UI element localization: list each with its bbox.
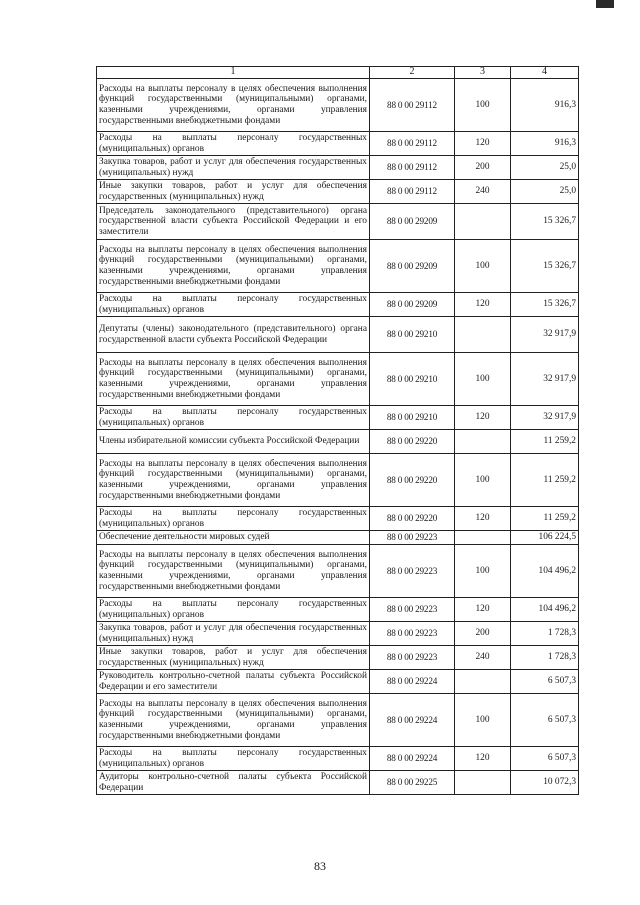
row-type-cell: 120 xyxy=(455,132,511,156)
table-row xyxy=(97,747,579,771)
row-amount-cell: 11 259,2 xyxy=(511,507,579,531)
row-amount-cell: 32 917,9 xyxy=(511,317,579,353)
row-code-cell: 88 0 00 29220 xyxy=(370,430,455,454)
row-code-cell: 88 0 00 29210 xyxy=(370,317,455,353)
table-row xyxy=(97,454,579,507)
table-row xyxy=(97,646,579,670)
row-amount-cell: 10 072,3 xyxy=(511,771,579,795)
row-code-cell: 88 0 00 29223 xyxy=(370,598,455,622)
row-amount-cell: 104 496,2 xyxy=(511,598,579,622)
row-code-cell: 88 0 00 29112 xyxy=(370,79,455,132)
table-row xyxy=(97,670,579,694)
table-row xyxy=(97,406,579,430)
row-code-cell: 88 0 00 29220 xyxy=(370,507,455,531)
row-amount-cell: 32 917,9 xyxy=(511,353,579,406)
table-row xyxy=(97,132,579,156)
row-amount-cell: 15 326,7 xyxy=(511,240,579,293)
table-row xyxy=(97,156,579,180)
row-code-cell: 88 0 00 29220 xyxy=(370,454,455,507)
row-name-cell: Закупка товаров, работ и услуг для обеспечения государственных (муниципальных) нужд xyxy=(97,156,370,180)
column-header-4: 4 xyxy=(511,67,579,79)
row-amount-cell: 15 326,7 xyxy=(511,204,579,240)
row-name-cell: Иные закупки товаров, работ и услуг для обеспечения государственных (муниципальных) нужд xyxy=(97,180,370,204)
row-name-cell: Расходы на выплаты персоналу в целях обеспечения выполнения функций государственными (муниципальными) органами, казенными учреждениями, органами управления государственными внебюджетными фондами xyxy=(97,79,370,132)
row-type-cell xyxy=(455,531,511,545)
row-code-cell: 88 0 00 29112 xyxy=(370,180,455,204)
row-name-cell: Аудиторы контрольно-счетной палаты субъекта Российской Федерации xyxy=(97,771,370,795)
row-name-cell: Расходы на выплаты персоналу в целях обеспечения выполнения функций государственными (муниципальными) органами, казенными учреждениями, органами управления государственными внебюджетными фондами xyxy=(97,240,370,293)
row-amount-cell: 6 507,3 xyxy=(511,670,579,694)
row-code-cell: 88 0 00 29224 xyxy=(370,670,455,694)
row-type-cell: 120 xyxy=(455,293,511,317)
row-name-cell: Расходы на выплаты персоналу государственных (муниципальных) органов xyxy=(97,507,370,531)
row-code-cell: 88 0 00 29223 xyxy=(370,531,455,545)
row-type-cell: 240 xyxy=(455,646,511,670)
row-name-cell: Руководитель контрольно-счетной палаты субъекта Российской Федерации и его заместители xyxy=(97,670,370,694)
table-row xyxy=(97,204,579,240)
row-amount-cell: 32 917,9 xyxy=(511,406,579,430)
row-amount-cell: 6 507,3 xyxy=(511,694,579,747)
row-type-cell: 200 xyxy=(455,622,511,646)
row-amount-cell: 11 259,2 xyxy=(511,430,579,454)
row-type-cell xyxy=(455,670,511,694)
row-code-cell: 88 0 00 29224 xyxy=(370,694,455,747)
budget-table xyxy=(96,66,579,795)
row-name-cell: Расходы на выплаты персоналу государственных (муниципальных) органов xyxy=(97,406,370,430)
row-type-cell: 120 xyxy=(455,406,511,430)
row-name-cell: Расходы на выплаты персоналу в целях обеспечения выполнения функций государственными (муниципальными) органами, казенными учреждениями, органами управления государственными внебюджетными фондами xyxy=(97,454,370,507)
row-type-cell: 100 xyxy=(455,545,511,598)
row-name-cell: Расходы на выплаты персоналу государственных (муниципальных) органов xyxy=(97,747,370,771)
row-type-cell: 100 xyxy=(455,240,511,293)
row-amount-cell: 916,3 xyxy=(511,79,579,132)
row-type-cell: 120 xyxy=(455,747,511,771)
row-type-cell: 100 xyxy=(455,79,511,132)
row-code-cell: 88 0 00 29224 xyxy=(370,747,455,771)
table-row xyxy=(97,79,579,132)
row-name-cell: Расходы на выплаты персоналу в целях обеспечения выполнения функций государственными (муниципальными) органами, казенными учреждениями, органами управления государственными внебюджетными фондами xyxy=(97,694,370,747)
row-name-cell: Иные закупки товаров, работ и услуг для обеспечения государственных (муниципальных) нужд xyxy=(97,646,370,670)
table-row xyxy=(97,531,579,545)
row-type-cell: 100 xyxy=(455,454,511,507)
row-amount-cell: 6 507,3 xyxy=(511,747,579,771)
table-row xyxy=(97,622,579,646)
row-code-cell: 88 0 00 29210 xyxy=(370,353,455,406)
column-header-1: 1 xyxy=(97,67,370,79)
table-row xyxy=(97,771,579,795)
row-code-cell: 88 0 00 29112 xyxy=(370,132,455,156)
row-type-cell: 240 xyxy=(455,180,511,204)
table-row xyxy=(97,240,579,293)
table-row xyxy=(97,507,579,531)
table-row xyxy=(97,694,579,747)
row-code-cell: 88 0 00 29210 xyxy=(370,406,455,430)
table-row xyxy=(97,317,579,353)
row-type-cell xyxy=(455,771,511,795)
row-amount-cell: 104 496,2 xyxy=(511,545,579,598)
row-type-cell: 200 xyxy=(455,156,511,180)
row-code-cell: 88 0 00 29112 xyxy=(370,156,455,180)
row-name-cell: Расходы на выплаты персоналу государственных (муниципальных) органов xyxy=(97,598,370,622)
row-type-cell: 120 xyxy=(455,598,511,622)
table-row xyxy=(97,598,579,622)
row-type-cell: 120 xyxy=(455,507,511,531)
row-name-cell: Расходы на выплаты персоналу государственных (муниципальных) органов xyxy=(97,293,370,317)
row-amount-cell: 916,3 xyxy=(511,132,579,156)
table-row xyxy=(97,293,579,317)
table-row xyxy=(97,353,579,406)
row-code-cell: 88 0 00 29209 xyxy=(370,240,455,293)
table-row xyxy=(97,430,579,454)
page-number: 83 xyxy=(314,859,326,873)
row-amount-cell: 11 259,2 xyxy=(511,454,579,507)
row-name-cell: Депутаты (члены) законодательного (представительного) органа государственной власти субъекта Российской Федерации xyxy=(97,317,370,353)
table-row xyxy=(97,545,579,598)
row-code-cell: 88 0 00 29209 xyxy=(370,293,455,317)
row-amount-cell: 1 728,3 xyxy=(511,622,579,646)
column-header-2: 2 xyxy=(370,67,455,79)
row-name-cell: Закупка товаров, работ и услуг для обеспечения государственных (муниципальных) нужд xyxy=(97,622,370,646)
row-name-cell: Расходы на выплаты персоналу в целях обеспечения выполнения функций государственными (муниципальными) органами, казенными учреждениями, органами управления государственными внебюджетными фондами xyxy=(97,353,370,406)
row-type-cell: 100 xyxy=(455,694,511,747)
row-code-cell: 88 0 00 29223 xyxy=(370,622,455,646)
row-name-cell: Расходы на выплаты персоналу государственных (муниципальных) органов xyxy=(97,132,370,156)
scan-edge-mark xyxy=(596,0,614,8)
row-amount-cell: 25,0 xyxy=(511,156,579,180)
row-code-cell: 88 0 00 29223 xyxy=(370,646,455,670)
row-amount-cell: 1 728,3 xyxy=(511,646,579,670)
table-row xyxy=(97,180,579,204)
row-name-cell: Расходы на выплаты персоналу в целях обеспечения выполнения функций государственными (муниципальными) органами, казенными учреждениями, органами управления государственными внебюджетными фондами xyxy=(97,545,370,598)
column-header-3: 3 xyxy=(455,67,511,79)
row-code-cell: 88 0 00 29225 xyxy=(370,771,455,795)
row-amount-cell: 106 224,5 xyxy=(511,531,579,545)
row-name-cell: Обеспечение деятельности мировых судей xyxy=(97,531,370,545)
row-type-cell xyxy=(455,430,511,454)
row-name-cell: Члены избирательной комиссии субъекта Российской Федерации xyxy=(97,430,370,454)
row-code-cell: 88 0 00 29209 xyxy=(370,204,455,240)
row-amount-cell: 15 326,7 xyxy=(511,293,579,317)
row-type-cell: 100 xyxy=(455,353,511,406)
row-type-cell xyxy=(455,317,511,353)
row-code-cell: 88 0 00 29223 xyxy=(370,545,455,598)
row-name-cell: Председатель законодательного (представительного) органа государственной власти субъекта Российской Федерации и его заместители xyxy=(97,204,370,240)
table-header-row xyxy=(97,67,579,79)
row-amount-cell: 25,0 xyxy=(511,180,579,204)
row-type-cell xyxy=(455,204,511,240)
